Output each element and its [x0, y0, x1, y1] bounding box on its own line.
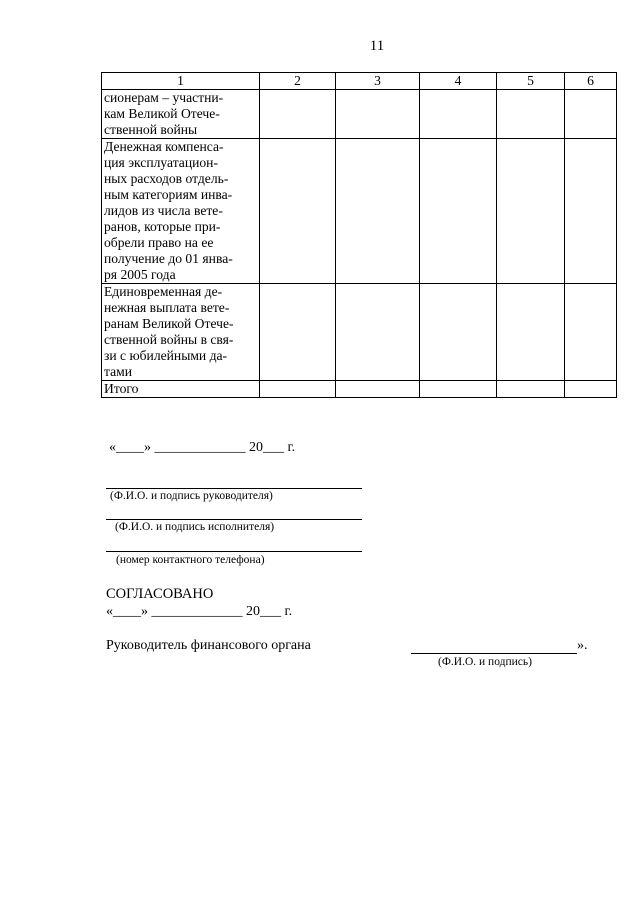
table-cell[interactable] [260, 90, 336, 139]
date-line-agreed: «____» _____________ 20___ г. [106, 604, 293, 619]
table-cell[interactable] [497, 381, 565, 398]
table-cell[interactable] [565, 90, 617, 139]
column-header-1: 1 [102, 73, 260, 90]
agreed-title: СОГЛАСОВАНО [106, 586, 214, 602]
column-header-4: 4 [420, 73, 497, 90]
table-cell[interactable] [420, 90, 497, 139]
table-cell[interactable] [420, 139, 497, 284]
table-row [102, 284, 617, 381]
table-cell[interactable] [565, 139, 617, 284]
table-cell[interactable] [420, 284, 497, 381]
executor-signature-caption: (Ф.И.О. и подпись исполнителя) [115, 521, 275, 533]
finance-signature-line [411, 653, 577, 654]
row-label: Итого [102, 381, 260, 398]
table-cell[interactable] [497, 90, 565, 139]
finance-signature-caption: (Ф.И.О. и подпись) [438, 656, 532, 668]
table-cell[interactable] [497, 139, 565, 284]
date-line-report: «____» _____________ 20___ г. [109, 440, 296, 455]
finance-head-label: Руководитель финансового органа [106, 638, 311, 653]
page-number: 11 [369, 38, 385, 54]
table-row [102, 381, 617, 398]
table-cell[interactable] [497, 284, 565, 381]
table-cell[interactable] [336, 381, 420, 398]
table-cell[interactable] [260, 381, 336, 398]
report-table [101, 72, 617, 398]
row-label: сионерам – участни- кам Великой Отече- ственной войны [102, 90, 260, 139]
table-cell[interactable] [336, 284, 420, 381]
table-cell[interactable] [565, 284, 617, 381]
row-label: Денежная компенса- ция эксплуатацион- ных расходов отдель- ным категориям инва- лидов из числа вете- ранов, которые при- обрели право на ее получение до 01 янва- ря 2005 года [102, 139, 260, 284]
table-cell[interactable] [336, 90, 420, 139]
head-signature-line [106, 488, 362, 489]
header-row [102, 73, 617, 90]
table-row [102, 139, 617, 284]
phone-caption: (номер контактного телефона) [116, 554, 265, 566]
table-cell[interactable] [336, 139, 420, 284]
column-header-5: 5 [497, 73, 565, 90]
phone-line [106, 551, 362, 552]
table-cell[interactable] [565, 381, 617, 398]
table-cell[interactable] [420, 381, 497, 398]
table-cell[interactable] [260, 139, 336, 284]
executor-signature-line [106, 519, 362, 520]
column-header-6: 6 [565, 73, 617, 90]
table-cell[interactable] [260, 284, 336, 381]
table-row [102, 90, 617, 139]
finance-signature-tail: ». [577, 638, 588, 653]
column-header-3: 3 [336, 73, 420, 90]
head-signature-caption: (Ф.И.О. и подпись руководителя) [110, 490, 273, 502]
row-label: Единовременная де- нежная выплата вете- ранам Великой Отече- ственной войны в свя- зи с юбилейными да- тами [102, 284, 260, 381]
column-header-2: 2 [260, 73, 336, 90]
